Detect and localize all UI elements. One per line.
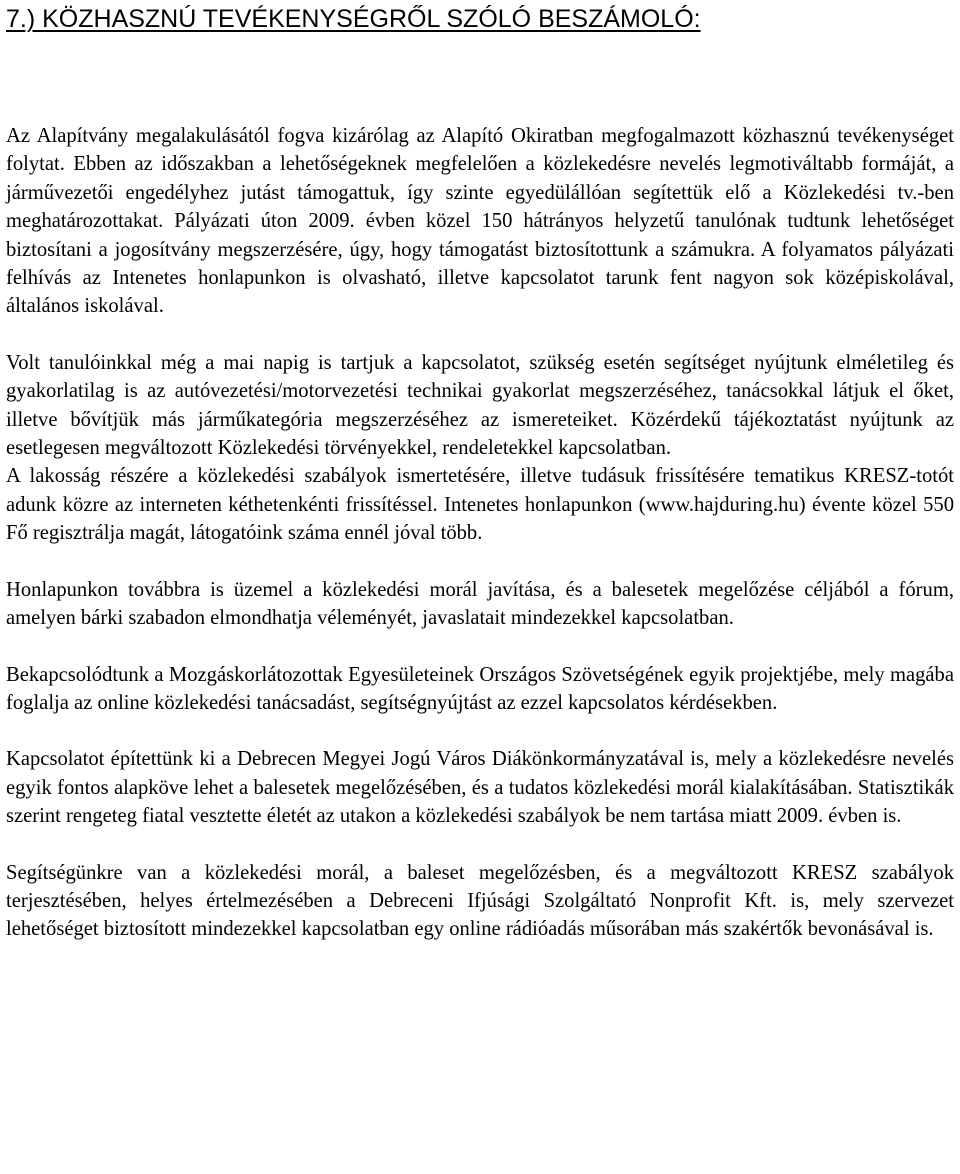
document-page bbox=[6, 0, 954, 944]
paragraph-youth-service: Segítségünkre van a közlekedési morál, a baleset megelőzésben, és a megváltozott KRESZ szabályok terjesztésében, helyes értelmezésében a Debreceni Ifjúsági Szolgáltató Nonprofit Kft. is, mely szervezet lehetőséget biztosított mindezekkel kapcsolatban egy online rádióadás műsorában más szakértők bevonásával is. bbox=[6, 861, 954, 941]
section-heading: 7.) KÖZHASZNÚ TEVÉKENYSÉGRŐL SZÓLÓ BESZÁMOLÓ: bbox=[6, 5, 701, 33]
paragraph-foundation-activity: Az Alapítvány megalakulásától fogva kizárólag az Alapító Okiratban megfogalmazott közhasznú tevékenységet folytat. Ebben az időszakban a lehetőségeknek megfelelően a közlekedésre nevelés legmotiváltabb formáját, a járművezetői engedélyhez jutást támogattuk, így szinte egyedülállóan segítettük elő a Közlekedési tv.-ben meghatározottakat. Pályázati úton 2009. évben közel 150 hátrányos helyzetű tanulónak tudtunk lehetőséget biztosítani a jogosítvány megszerzésére, úgy, hogy támogatást biztosítottunk a számukra. A folyamatos pályázati felhívás az Intenetes honlapunkon is olvasható, illetve kapcsolatot tarunk fent nagyon sok középiskolával, általános iskolával. bbox=[6, 125, 954, 318]
paragraph-meosz-project: Bekapcsolódtunk a Mozgáskorlátozottak Egyesületeinek Országos Szövetségének egyik projektjébe, mely magába foglalja az online közlekedési tanácsadást, segítségnyújtást az ezzel kapcsolatos kérdésekben. bbox=[6, 663, 954, 714]
paragraph-kresz-quiz: A lakosság részére a közlekedési szabályok ismertetésére, illetve tudásuk frissítésére tematikus KRESZ-totót adunk közre az interneten kéthetenkénti frissítéssel. Intenetes honlapunkon (www.hajduring.hu) évente közel 550 Fő regisztrálja magát, látogatóink száma ennél jóval több. bbox=[6, 465, 954, 545]
paragraph-former-students: Volt tanulóinkkal még a mai napig is tartjuk a kapcsolatot, szükség esetén segítséget nyújtunk elméletileg és gyakorlatilag is az autóvezetési/motorvezetési technikai gyakorlat megszerzéséhez, tanácsokkal látjuk el őket, illetve bővítjük más járműkategória megszerzéséhez az ismereteiket. Közérdekű tájékoztatást nyújtunk az esetlegesen megváltozott Közlekedési törvényekkel, rendeletekkel kapcsolatban. bbox=[6, 351, 954, 460]
paragraph-student-council: Kapcsolatot építettünk ki a Debrecen Megyei Jogú Város Diákönkormányzatával is, mely a közlekedésre nevelés egyik fontos alapköve lehet a balesetek megelőzésében, és a tudatos közlekedési morál kialakításában. Statisztikák szerint rengeteg fiatal vesztette életét az utakon a közlekedési szabályok be nem tartása miatt 2009. évben is. bbox=[6, 748, 954, 828]
paragraph-forum: Honlapunkon továbbra is üzemel a közlekedési morál javítása, és a balesetek megelőzése céljából a fórum, amelyen bárki szabadon elmondhatja véleményét, javaslatait mindezekkel kapcsolatban. bbox=[6, 578, 954, 630]
